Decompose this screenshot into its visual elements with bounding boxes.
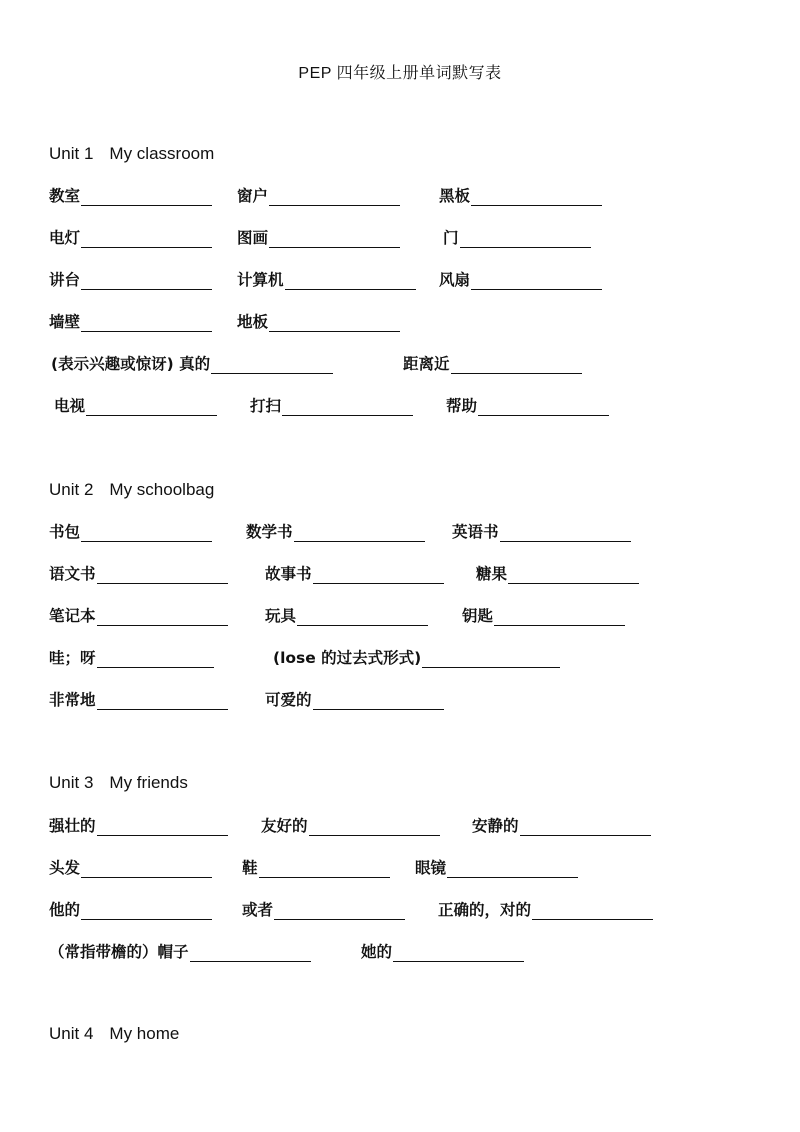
unit-3-row-3 — [49, 898, 769, 922]
word-blank[interactable]: 地板 — [237, 310, 400, 332]
word-blank[interactable]: 电灯 — [49, 226, 212, 248]
word-blank[interactable]: 语文书 — [49, 562, 228, 584]
word-blank[interactable]: 鞋 — [242, 856, 390, 878]
word-blank[interactable]: 电视 — [54, 394, 217, 416]
unit-1-heading: Unit 1 My classroom — [49, 144, 215, 163]
unit-1-row-4 — [49, 310, 769, 334]
word-blank[interactable]: 友好的 — [261, 814, 440, 836]
word-blank[interactable]: 糖果 — [476, 562, 639, 584]
word-blank[interactable]: 眼镜 — [415, 856, 578, 878]
unit-2-row-4 — [49, 646, 769, 670]
unit-1-row-3 — [49, 268, 769, 292]
word-blank[interactable]: 教室 — [49, 184, 212, 206]
word-blank[interactable]: 数学书 — [246, 520, 425, 542]
word-blank[interactable]: 距离近 — [403, 352, 582, 374]
unit-1-row-5 — [49, 352, 769, 376]
word-blank[interactable]: 她的 — [361, 940, 524, 962]
word-blank[interactable]: 图画 — [237, 226, 400, 248]
word-blank[interactable]: 讲台 — [49, 268, 212, 290]
page-title: PEP 四年级上册单词默写表 — [298, 65, 502, 82]
unit-2-row-3 — [49, 604, 769, 628]
word-blank[interactable]: 笔记本 — [49, 604, 228, 626]
word-blank[interactable]: 强壮的 — [49, 814, 228, 836]
word-blank[interactable]: 头发 — [49, 856, 212, 878]
unit-3-heading: Unit 3 My friends — [49, 773, 188, 792]
word-blank[interactable]: 安静的 — [472, 814, 651, 836]
word-blank[interactable]: 门 — [443, 226, 591, 248]
word-blank[interactable]: 墙壁 — [49, 310, 212, 332]
word-blank[interactable]: 英语书 — [452, 520, 631, 542]
unit-1-row-2 — [49, 226, 769, 250]
word-blank[interactable]: (表示兴趣或惊讶) 真的 — [51, 352, 333, 374]
unit-1-row-1 — [49, 184, 769, 208]
unit-1-row-6 — [49, 394, 769, 418]
unit-3-row-4 — [49, 940, 769, 964]
unit-2-heading: Unit 2 My schoolbag — [49, 480, 215, 499]
word-blank[interactable]: 黑板 — [439, 184, 602, 206]
word-blank[interactable]: 或者 — [242, 898, 405, 920]
word-blank[interactable]: （常指带檐的）帽子 — [49, 940, 311, 962]
unit-2-row-1 — [49, 520, 769, 544]
unit-2-row-5 — [49, 688, 769, 712]
unit-3-row-1 — [49, 814, 769, 838]
word-blank[interactable]: 钥匙 — [462, 604, 625, 626]
word-blank[interactable]: 计算机 — [237, 268, 416, 290]
word-blank[interactable]: 风扇 — [439, 268, 602, 290]
word-blank[interactable]: 故事书 — [265, 562, 444, 584]
word-blank[interactable]: 窗户 — [237, 184, 400, 206]
word-blank[interactable]: 非常地 — [49, 688, 228, 710]
word-blank[interactable]: 书包 — [49, 520, 212, 542]
word-blank[interactable]: 帮助 — [446, 394, 609, 416]
word-blank[interactable]: 打扫 — [250, 394, 413, 416]
word-blank[interactable]: 他的 — [49, 898, 212, 920]
word-blank[interactable]: 哇；呀 — [49, 646, 214, 668]
word-blank[interactable]: 玩具 — [265, 604, 428, 626]
unit-3-row-2 — [49, 856, 769, 880]
unit-2-row-2 — [49, 562, 769, 586]
unit-4-heading: Unit 4 My home — [49, 1024, 180, 1043]
word-blank[interactable]: 可爱的 — [265, 688, 444, 710]
word-blank[interactable]: (lose 的过去式形式) — [273, 646, 560, 668]
word-blank[interactable]: 正确的，对的 — [438, 898, 653, 920]
